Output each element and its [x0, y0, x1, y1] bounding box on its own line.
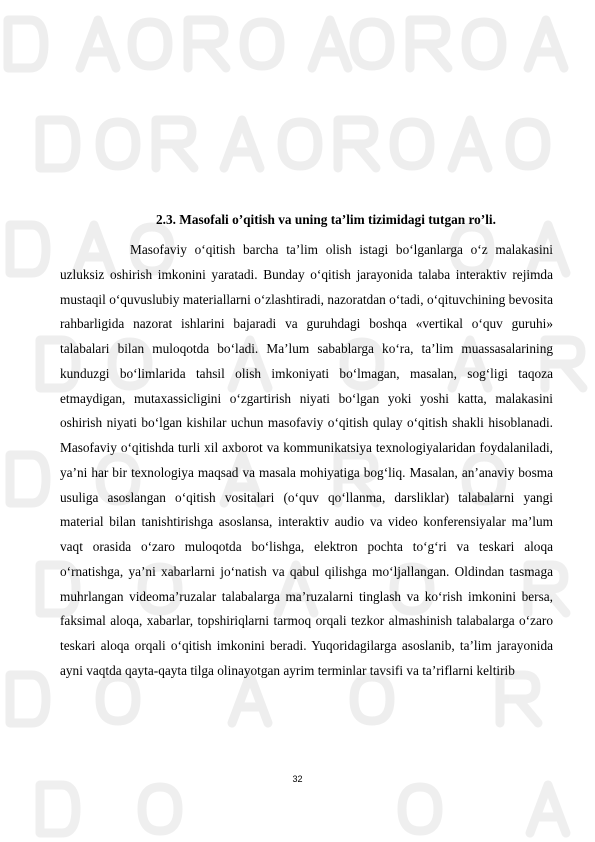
page-number: 32 — [292, 774, 303, 784]
section-heading: 2.3. Masofali o’qitish va uning ta’lim tizimidagi tutgan ro’li. — [156, 212, 496, 227]
body-paragraph-text: Masofaviy o‘qitish barcha ta’lim olish istagi bo‘lganlarga o‘z malakasini uzluksiz oshirish imkonini yaratadi. Bunday o‘qitish jarayonida talaba interaktiv rejimda mustaqil o‘quvuslubiy materiallarni o‘zlashtiradi, nazoratdan o‘tadi, o‘qituvchining bevosita rahbarligida nazorat ishlarini bajaradi va guruhdagi boshqa «vertikal o‘quv guruhi» talabalari bilan muloqotda bo‘ladi. Ma’lum sabablarga ko‘ra, ta’lim muassasalarining kunduzgi bo‘limlarida tahsil olish imkoniyati bo‘lmagan, masalan, sog‘ligi taqoza etmaydigan, mutaxassicligini o‘zgartirish niyati bo‘lgan yoki yoshi katta, malakasini oshirish niyati bo‘lgan kishilar uchun masofaviy o‘qitish qulay o‘qitish shakli hisoblanadi. Masofaviy o‘qitishda turli xil axborot va kommunikatsiya texnologiyalaridan foydalaniladi, ya’ni har bir texnologiya maqsad va masala mohiyatiga bog‘liq. Masalan, an’anaviy bosma usuliga asoslangan o‘qitish vositalari (o‘quv qo‘llanma, darsliklar) talabalarni yangi material bilan tanishtirishga asoslansa, interaktiv audio va video konferensiyalar ma’lum vaqt orasida o‘zaro muloqotda bo‘lishga, elektron pochta to‘g‘ri va teskari aloqa o‘rnatishga, ya’ni xabarlarni jo‘natish va qabul qilishga mo‘ljallangan. Oldindan tasmaga muhrlangan videoma’ruzalar talabalarga ma’ruzalarni tinglash va ko‘rish imkonini bersa, faksimal aloqa, xabarlar, topshiriqlarni tarmoq orqali tezkor almashinish talabalarga o‘zaro teskari aloqa orqali o‘qitish imkonini beradi. Yuqoridagilarga asoslanib, ta’lim jarayonida ayni vaqtda qayta-qayta tilga olinayotgan ayrim terminlar tavsifi va ta’riflarni keltirib — [60, 242, 553, 678]
body-paragraph — [60, 238, 553, 684]
